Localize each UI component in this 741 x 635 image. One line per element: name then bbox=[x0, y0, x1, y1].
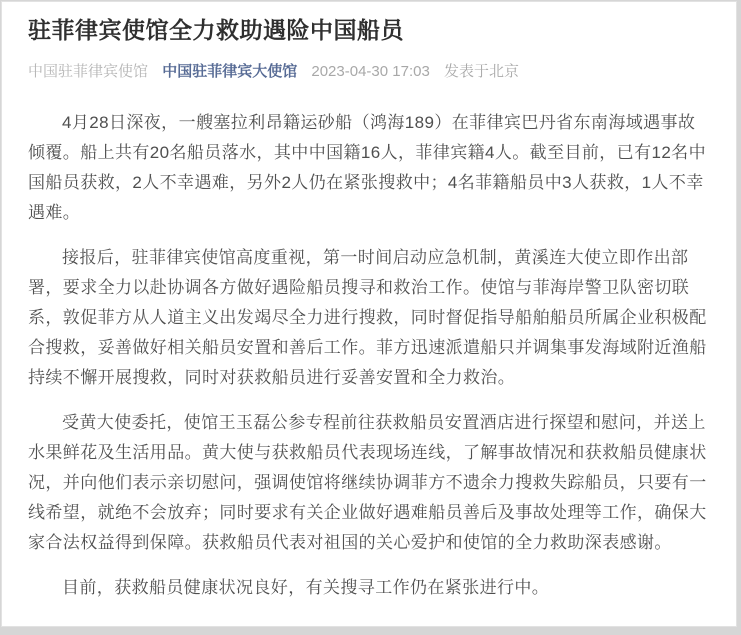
article-paragraph: 4月28日深夜，一艘塞拉利昂籍运砂船（鸿海189）在菲律宾巴丹省东南海域遇事故倾覆。船上共有20名船员落水，其中中国籍16人，菲律宾籍4人。截至目前，已有12名中国船员获救，2人不幸遇难，另外2人仍在紧张搜救中；4名菲籍船员中3人获救，1人不幸遇难。 bbox=[28, 113, 706, 223]
publish-timestamp: 2023-04-30 17:03 bbox=[311, 63, 430, 81]
publish-location: 发表于北京 bbox=[443, 63, 519, 81]
article-page bbox=[1, 1, 737, 627]
article-body bbox=[28, 108, 710, 603]
author-name: 中国驻菲律宾使馆 bbox=[28, 63, 149, 81]
article-title: 驻菲律宾使馆全力救助遇险中国船员 bbox=[28, 17, 404, 43]
article-paragraph: 接报后，驻菲律宾使馆高度重视，第一时间启动应急机制，黄溪连大使立即作出部署，要求全力以赴协调各方做好遇险船员搜寻和救治工作。使馆与菲海岸警卫队密切联系，敦促菲方从人道主义出发竭尽全力进行搜救，同时督促指导船舶船员所属企业积极配合搜救，妥善做好相关船员安置和善后工作。菲方迅速派遣船只并调集事发海域附近渔船持续不懈开展搜救，同时对获救船员进行妥善安置和全力救治。 bbox=[28, 248, 707, 388]
article-meta bbox=[28, 60, 710, 81]
official-account-link[interactable]: 中国驻菲律宾大使馆 bbox=[162, 63, 298, 81]
article-paragraph: 受黄大使委托，使馆王玉磊公参专程前往获救船员安置酒店进行探望和慰问，并送上水果鲜花及生活用品。黄大使与获救船员代表现场连线，了解事故情况和获救船员健康状况，并向他们表示亲切慰问，强调使馆将继续协调菲方不遗余力搜救失踪船员，只要有一线希望，就绝不会放弃；同时要求有关企业做好遇难船员善后及事故处理等工作，确保大家合法权益得到保障。获救船员代表对祖国的关心爱护和使馆的全力救助深表感谢。 bbox=[28, 413, 707, 553]
article-paragraph: 目前，获救船员健康状况良好，有关搜寻工作仍在紧张进行中。 bbox=[62, 578, 550, 598]
